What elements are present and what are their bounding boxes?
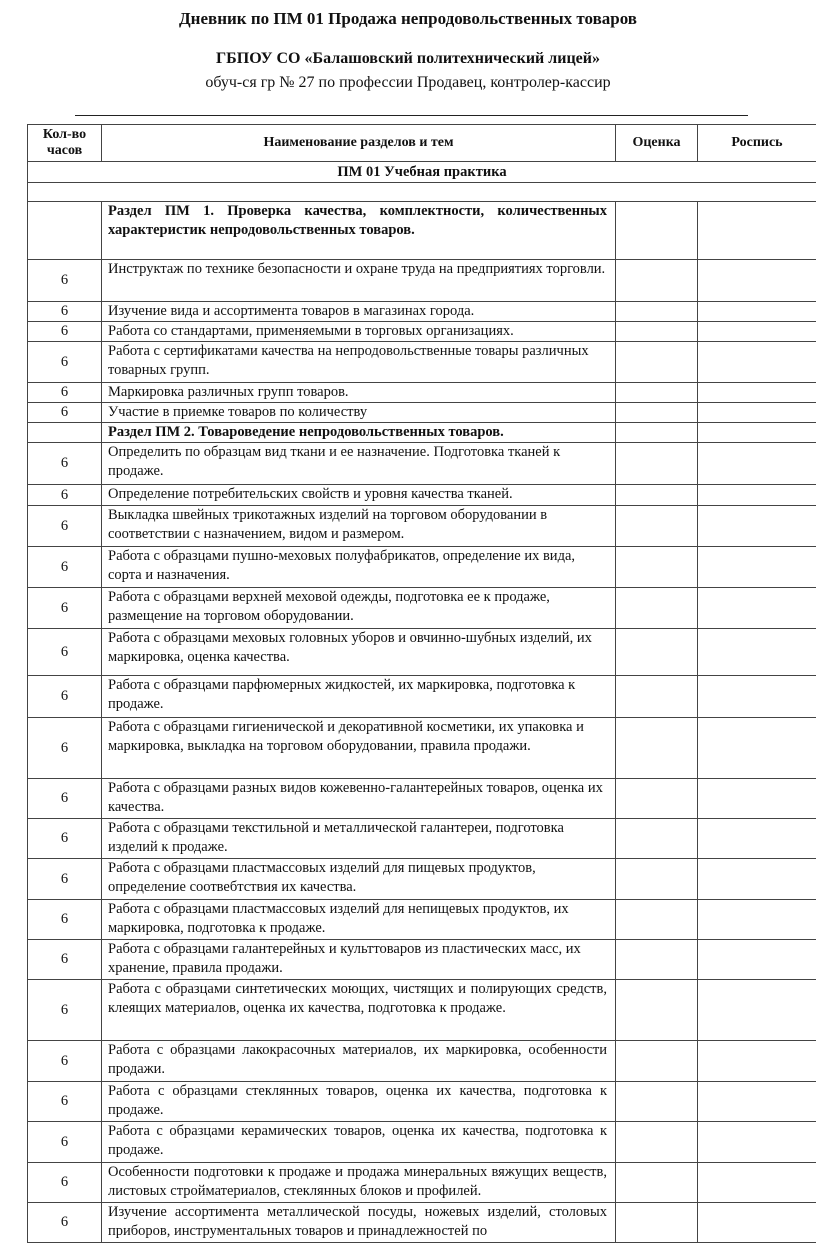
table-row — [28, 859, 816, 900]
topic-cell: Работа с образцами верхней меховой одежды, подготовка ее к продаже, размещение на торговом оборудовании. — [102, 588, 616, 629]
hours-cell: 6 — [28, 900, 102, 940]
empty-row — [28, 183, 816, 202]
table-row — [28, 342, 816, 383]
topic-cell: Участие в приемке товаров по количеству — [102, 403, 616, 423]
section-row — [28, 202, 816, 260]
topic-cell: Работа с образцами лакокрасочных материалов, их маркировка, особенности продажи. — [102, 1041, 616, 1082]
sign-cell — [698, 900, 816, 940]
sign-cell — [698, 443, 816, 485]
grade-cell — [616, 342, 698, 383]
table-row — [28, 260, 816, 302]
hours-cell: 6 — [28, 1082, 102, 1122]
table-row — [28, 1163, 816, 1203]
hours-cell: 6 — [28, 779, 102, 819]
grade-cell — [616, 260, 698, 302]
sign-cell — [698, 506, 816, 547]
hours-cell: 6 — [28, 547, 102, 588]
section-title: Раздел ПМ 2. Товароведение непродовольственных товаров. — [102, 423, 616, 443]
topic-cell: Работа с образцами разных видов кожевенно-галантерейных товаров, оценка их качества. — [102, 779, 616, 819]
grade-cell — [616, 202, 698, 260]
sign-cell — [698, 423, 816, 443]
hours-cell — [28, 202, 102, 260]
topic-cell: Изучение ассортимента металлической посуды, ножевых изделий, столовых приборов, инструментальных товаров и принадлежностей по — [102, 1203, 616, 1243]
topic-cell: Работа с образцами керамических товаров, оценка их качества, подготовка к продаже. — [102, 1122, 616, 1163]
sign-cell — [698, 202, 816, 260]
hours-cell: 6 — [28, 322, 102, 342]
table-row — [28, 322, 816, 342]
grade-cell — [616, 443, 698, 485]
topic-cell: Работа с образцами пушно-меховых полуфабрикатов, определение их вида, сорта и назначения. — [102, 547, 616, 588]
hours-cell: 6 — [28, 588, 102, 629]
grade-cell — [616, 485, 698, 506]
sign-cell — [698, 940, 816, 980]
table-row — [28, 485, 816, 506]
sign-cell — [698, 302, 816, 322]
sign-cell — [698, 260, 816, 302]
grade-cell — [616, 547, 698, 588]
table-row — [28, 940, 816, 980]
grade-cell — [616, 718, 698, 779]
grade-cell — [616, 1041, 698, 1082]
hours-cell: 6 — [28, 1122, 102, 1163]
sign-cell — [698, 676, 816, 718]
divider-line — [75, 115, 748, 116]
table-row — [28, 779, 816, 819]
grade-cell — [616, 1203, 698, 1243]
table-row — [28, 403, 816, 423]
diary-table — [27, 124, 816, 1243]
hours-cell: 6 — [28, 383, 102, 403]
header-hours: Кол-во часов — [28, 125, 102, 162]
grade-cell — [616, 629, 698, 676]
sign-cell — [698, 1041, 816, 1082]
sign-cell — [698, 779, 816, 819]
grade-cell — [616, 980, 698, 1041]
grade-cell — [616, 322, 698, 342]
header-grade: Оценка — [616, 125, 698, 162]
grade-cell — [616, 819, 698, 859]
document-title: Дневник по ПМ 01 Продажа непродовольственных товаров — [0, 9, 816, 29]
sign-cell — [698, 718, 816, 779]
hours-cell: 6 — [28, 403, 102, 423]
table-row — [28, 980, 816, 1041]
topic-cell: Особенности подготовки к продаже и продажа минеральных вяжущих веществ, листовых стройматериалов, стеклянных блоков и профилей. — [102, 1163, 616, 1203]
table-row — [28, 1203, 816, 1243]
hours-cell: 6 — [28, 443, 102, 485]
sign-cell — [698, 547, 816, 588]
organization-name: ГБПОУ СО «Балашовский политехнический лицей» — [0, 50, 816, 68]
sign-cell — [698, 342, 816, 383]
empty-cell — [28, 183, 816, 202]
sign-cell — [698, 383, 816, 403]
table-row — [28, 383, 816, 403]
sign-cell — [698, 403, 816, 423]
header-sign: Роспись — [698, 125, 816, 162]
hours-cell: 6 — [28, 506, 102, 547]
sign-cell — [698, 322, 816, 342]
grade-cell — [616, 940, 698, 980]
hours-cell: 6 — [28, 629, 102, 676]
sign-cell — [698, 485, 816, 506]
grade-cell — [616, 1122, 698, 1163]
table-row — [28, 588, 816, 629]
table-row — [28, 718, 816, 779]
topic-cell: Выкладка швейных трикотажных изделий на торговом оборудовании в соответствии с назначением, видом и размером. — [102, 506, 616, 547]
grade-cell — [616, 779, 698, 819]
table-row — [28, 1122, 816, 1163]
table-row — [28, 1082, 816, 1122]
topic-cell: Работа с образцами синтетических моющих, чистящих и полирующих средств, клеящих материалов, оценка их качества, подготовка к продаже. — [102, 980, 616, 1041]
table-row — [28, 629, 816, 676]
grade-cell — [616, 403, 698, 423]
grade-cell — [616, 423, 698, 443]
sign-cell — [698, 859, 816, 900]
sign-cell — [698, 1163, 816, 1203]
sign-cell — [698, 819, 816, 859]
practice-title-row — [28, 162, 816, 183]
grade-cell — [616, 676, 698, 718]
grade-cell — [616, 506, 698, 547]
grade-cell — [616, 1163, 698, 1203]
table-row — [28, 547, 816, 588]
topic-cell: Изучение вида и ассортимента товаров в магазинах города. — [102, 302, 616, 322]
sign-cell — [698, 588, 816, 629]
topic-cell: Работа со стандартами, применяемыми в торговых организациях. — [102, 322, 616, 342]
topic-cell: Работа с образцами галантерейных и культтоваров из пластических масс, их хранение, правила продажи. — [102, 940, 616, 980]
table-row — [28, 506, 816, 547]
group-line: обуч-ся гр № 27 по профессии Продавец, контролер-кассир — [0, 74, 816, 92]
hours-cell: 6 — [28, 260, 102, 302]
topic-cell: Маркировка различных групп товаров. — [102, 383, 616, 403]
grade-cell — [616, 302, 698, 322]
hours-cell: 6 — [28, 485, 102, 506]
grade-cell — [616, 1082, 698, 1122]
topic-cell: Работа с образцами пластмассовых изделий для непищевых продуктов, их маркировка, подготовка к продаже. — [102, 900, 616, 940]
sign-cell — [698, 1082, 816, 1122]
hours-cell: 6 — [28, 980, 102, 1041]
hours-cell: 6 — [28, 1163, 102, 1203]
header-row — [28, 125, 816, 162]
hours-cell: 6 — [28, 859, 102, 900]
section-row — [28, 423, 816, 443]
table-row — [28, 900, 816, 940]
table-row — [28, 443, 816, 485]
hours-cell: 6 — [28, 718, 102, 779]
topic-cell: Работа с образцами текстильной и металлической галантереи, подготовка изделий к продаже. — [102, 819, 616, 859]
table-row — [28, 819, 816, 859]
grade-cell — [616, 383, 698, 403]
table-row — [28, 676, 816, 718]
hours-cell: 6 — [28, 1041, 102, 1082]
grade-cell — [616, 859, 698, 900]
grade-cell — [616, 588, 698, 629]
sign-cell — [698, 980, 816, 1041]
sign-cell — [698, 1203, 816, 1243]
table-row — [28, 302, 816, 322]
hours-cell: 6 — [28, 302, 102, 322]
practice-title: ПМ 01 Учебная практика — [28, 162, 816, 183]
grade-cell — [616, 900, 698, 940]
hours-cell — [28, 423, 102, 443]
hours-cell: 6 — [28, 342, 102, 383]
topic-cell: Работа с образцами пластмассовых изделий для пищевых продуктов, определение соотвебтствия их качества. — [102, 859, 616, 900]
hours-cell: 6 — [28, 940, 102, 980]
topic-cell: Определить по образцам вид ткани и ее назначение. Подготовка тканей к продаже. — [102, 443, 616, 485]
topic-cell: Работа с образцами меховых головных уборов и овчинно-шубных изделий, их маркировка, оценка качества. — [102, 629, 616, 676]
topic-cell: Определение потребительских свойств и уровня качества тканей. — [102, 485, 616, 506]
topic-cell: Работа с образцами парфюмерных жидкостей, их маркировка, подготовка к продаже. — [102, 676, 616, 718]
topic-cell: Работа с образцами стеклянных товаров, оценка их качества, подготовка к продаже. — [102, 1082, 616, 1122]
hours-cell: 6 — [28, 1203, 102, 1243]
topic-cell: Работа с образцами гигиенической и декоративной косметики, их упаковка и маркировка, выкладка на торговом оборудовании, правила продажи. — [102, 718, 616, 779]
sign-cell — [698, 629, 816, 676]
table-row — [28, 1041, 816, 1082]
topic-cell: Работа с сертификатами качества на непродовольственные товары различных товарных групп. — [102, 342, 616, 383]
section-title: Раздел ПМ 1. Проверка качества, комплектности, количественных характеристик непродовольственных товаров. — [102, 202, 616, 260]
hours-cell: 6 — [28, 819, 102, 859]
topic-cell: Инструктаж по технике безопасности и охране труда на предприятиях торговли. — [102, 260, 616, 302]
header-name: Наименование разделов и тем — [102, 125, 616, 162]
sign-cell — [698, 1122, 816, 1163]
hours-cell: 6 — [28, 676, 102, 718]
